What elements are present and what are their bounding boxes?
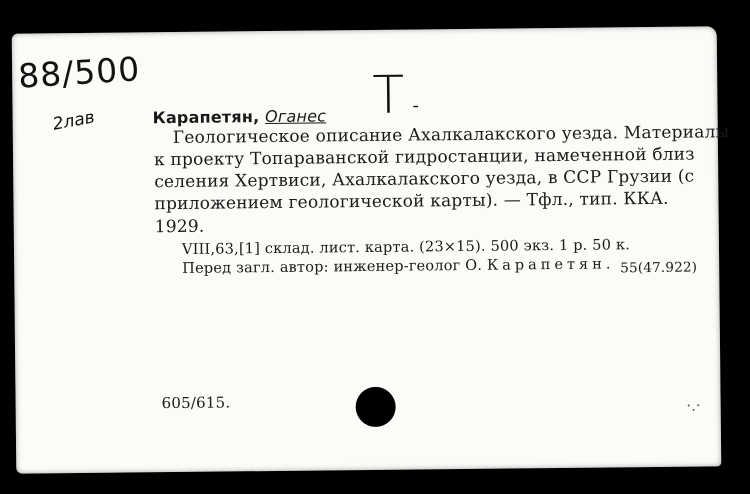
author-given-name: Оганес	[264, 106, 327, 127]
ink-specks: ·.·	[686, 396, 701, 415]
letter-mark: Т	[372, 65, 405, 126]
title-line-4: приложением геологической карты). — Тфл., тип. ККА.	[154, 188, 669, 215]
title-line-3: селения Хертвиси, Ахалкалакского уезда, в ССР Грузии (с	[154, 166, 695, 193]
catalog-card	[12, 26, 730, 473]
tick-mark: -	[412, 95, 420, 117]
record-number: 55(47.922)	[620, 259, 698, 277]
title-line-5: 1929.	[154, 216, 205, 238]
call-number: 88/500	[17, 49, 142, 96]
title-line-1: Геологическое описание Ахалкалакского уезда. Материалы	[172, 122, 730, 149]
author-heading	[153, 106, 327, 127]
note-author-name: Карапетян.	[486, 256, 615, 274]
collation-line: VIII,63,[1] склад. лист. карта. (23×15). 500 экз. 1 р. 50 к.	[181, 237, 631, 258]
bottom-number: 605/615.	[161, 393, 231, 413]
punch-hole	[355, 387, 395, 427]
author-surname: Карапетян,	[152, 107, 260, 128]
note-line	[182, 256, 614, 277]
title-line-2: к проекту Топараванской гидростанции, намеченной близ	[153, 144, 695, 171]
handwritten-marker: 2лав	[51, 107, 97, 135]
note-prefix: Перед загл. автор: инженер-геолог О.	[182, 257, 483, 277]
